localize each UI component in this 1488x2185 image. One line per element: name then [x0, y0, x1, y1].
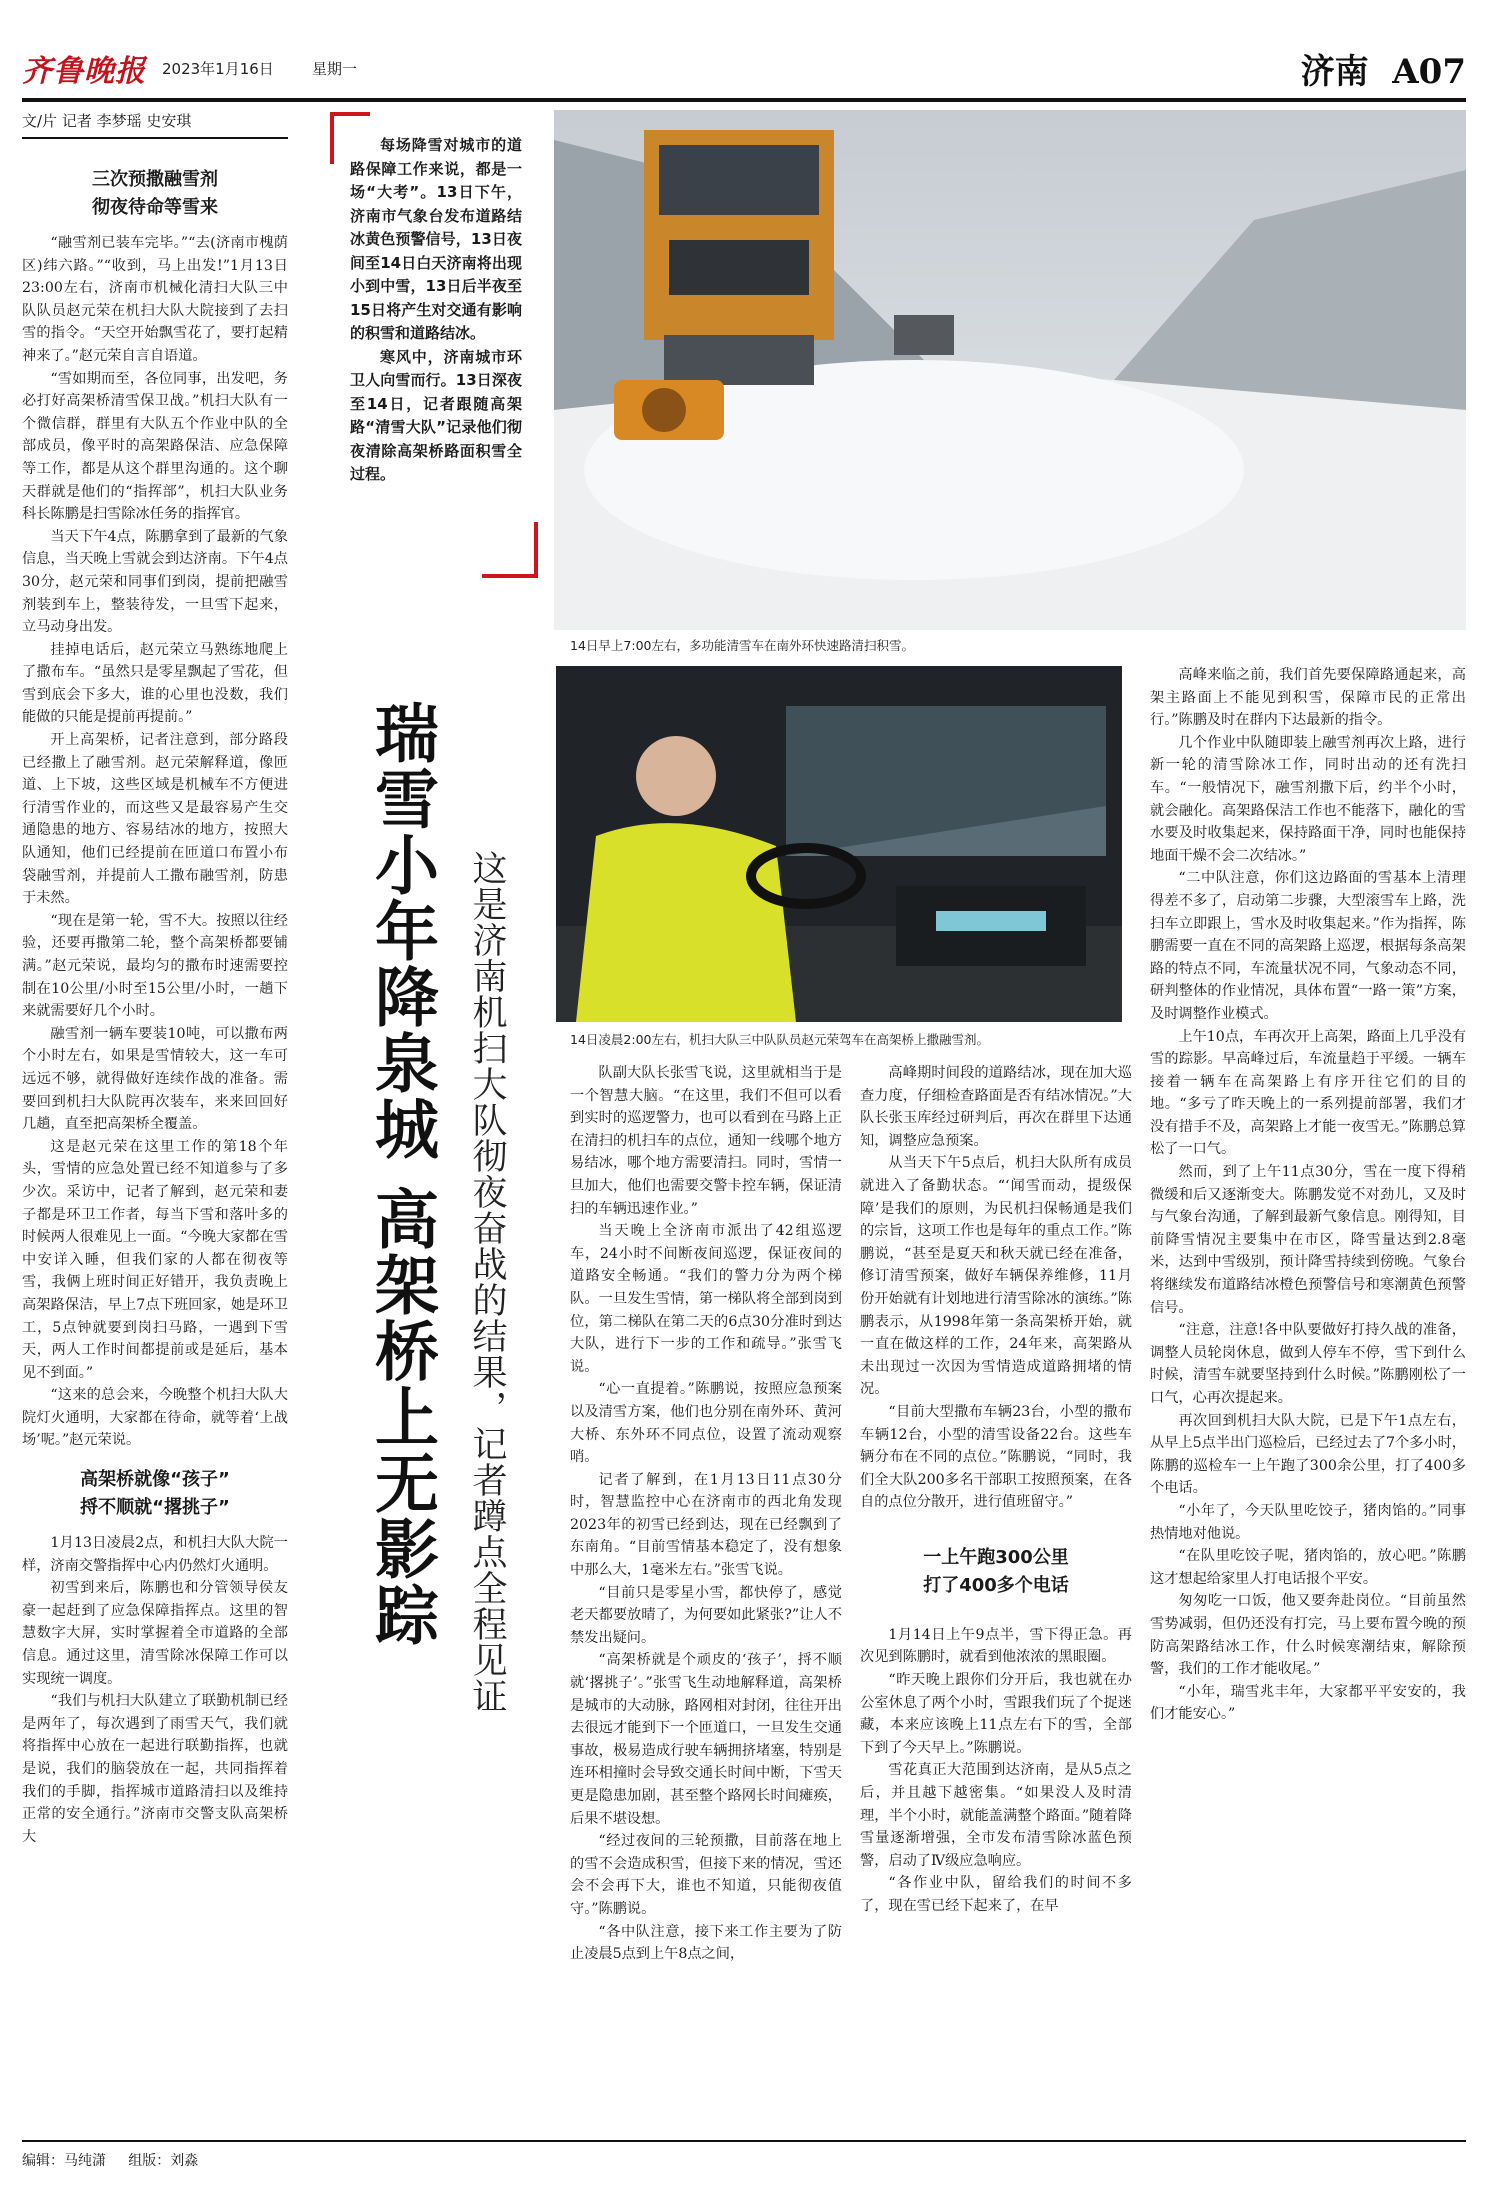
paragraph: 队副大队长张雪飞说，这里就相当于是一个智慧大脑。“在这里，我们不但可以看到实时的巡逻警力，也可以看到在马路上正在清扫的机扫车的点位，通知一线哪个地方易结冰，哪个地方需要清扫。同时，雪情一旦加大，他们也需要交警卡控车辆，保证清扫的车辆迅速作业。” — [570, 1065, 842, 1217]
paragraph: 当天下午4点，陈鹏拿到了最新的气象信息，当天晚上雪就会到达济南。下午4点30分，赵元荣和同事们到岗，提前把融雪剂装到车上，整装待发，一旦雪下起来，立马动身出发。 — [22, 528, 288, 636]
paragraph: “小年了，今天队里吃饺子，猪肉馅的。”同事热情地对他说。 — [1150, 1502, 1466, 1542]
paragraph: 挂掉电话后，赵元荣立马熟练地爬上了撒布车。“虽然只是零星飘起了雪花，但雪到底会下多大，谁的心里也没数，我们能做的只能是提前再提前。” — [22, 641, 288, 726]
subhead-1: 三次预撒融雪剂 彻夜待命等雪来 — [92, 169, 218, 218]
section-name: 济南 — [1300, 52, 1369, 92]
col4-part2 — [860, 1624, 1132, 1918]
main-headline: 瑞雪小年降泉城 高架桥上无影踪 — [364, 700, 439, 1649]
issue-date: 2023年1月16日 — [162, 60, 274, 78]
layout-credit: 组版：刘淼 — [128, 2153, 199, 2169]
paragraph: 上午10点，车再次开上高架，路面上几乎没有雪的踪影。早高峰过后，车流量趋于平缓。一辆车接着一辆车在高架路上有序开往它们的目的地。“多亏了昨天晚上的一系列提前部署，我们才没有措手不及，高架路上才能一夜雪无。”陈鹏总算松了一口气。 — [1150, 1028, 1466, 1158]
paragraph: 几个作业中队随即装上融雪剂再次上路，进行新一轮的清雪除冰工作，同时出动的还有洗扫车。“一般情况下，融雪剂撒下后，约半个小时，就会融化。高架路保洁工作也不能落下，融化的雪水要及时收集起来，保持路面干净，同时也能保持地面干燥不会二次结冰。” — [1150, 734, 1466, 864]
paragraph: “目前大型撒布车辆23台，小型的撒布车辆12台，小型的清雪设备22台。这些车辆分布在不同的点位。”陈鹏说，“同时，我们全大队200多名干部职工按照预案，在各自的点位分散开，进行值班留守。” — [860, 1403, 1132, 1511]
lead-bracket-left — [330, 112, 334, 164]
section-page — [1301, 44, 1466, 93]
paragraph: 高峰期时间段的道路结冰，现在加大巡查力度，仔细检查路面是否有结冰情况。”大队长张玉库经过研判后，再次在群里下达通知，调整应急预案。 — [860, 1065, 1132, 1149]
driver-image — [556, 666, 1122, 1022]
paragraph: 初雪到来后，陈鹏也和分管领导侯友豪一起赶到了应急保障指挥点。这里的智慧数字大屏，实时掌握着全市道路的全部信息。通过这里，清雪除冰保障工作可以实现统一调度。 — [22, 1580, 288, 1687]
paragraph: “各中队注意，接下来工作主要为了防止凌晨5点到上午8点之间， — [570, 1923, 842, 1963]
lead-bracket-right — [534, 522, 538, 578]
lead-paragraph — [350, 134, 522, 487]
paragraph: “经过夜间的三轮预撒，目前落在地上的雪不会造成积雪，但接下来的情况，雪还会不会再下大，谁也不知道，只能彻夜值守。”陈鹏说。 — [570, 1833, 842, 1917]
column-3 — [570, 1062, 842, 2132]
paragraph: 每场降雪对城市的道路保障工作来说，都是一场“大考”。13日下午，济南市气象台发布道路结冰黄色预警信号，13日夜间至14日白天济南将出现小到中雪，13日后半夜至15日将产生对交通有影响的积雪和道路结冰。 — [350, 136, 522, 342]
paragraph: “目前只是零星小雪，都快停了，感觉老天都要放晴了，为何要如此紧张?”让人不禁发出疑问。 — [570, 1584, 842, 1646]
paragraph: “注意，注意!各中队要做好打持久战的准备，调整人员轮岗休息，做到人停车不停，雪下到什么时候，清雪车就要坚持到什么时候。”陈鹏刚松了一口气，心再次提起来。 — [1150, 1322, 1466, 1406]
paragraph: 然而，到了上午11点30分，雪在一度下得稍微缓和后又逐渐变大。陈鹏发觉不对劲儿，又及时与气象台沟通，了解到最新气象信息。刚得知，目前降雪情况主要集中在市区，降雪量达到2.8毫米，达到中雪级别，预计降雪持续到傍晚。气象台将继续发布道路结冰橙色预警信号和寒潮黄色预警信号。 — [1150, 1164, 1466, 1316]
paragraph: 从当天下午5点后，机扫大队所有成员就进入了备勤状态。“‘闻雪而动，提级保障’是我们的原则，为民机扫保畅通是我们的宗旨，这项工作也是每年的重点工作。”陈鹏说，“甚至是夏天和秋天就已经在准备，修订清雪预案，做好车辆保养维修，11月份开始就有计划地进行清雪除冰的演练。”陈鹏表示，从1998年第一条高架桥开始，就一直在做这样的工作，24年来，高架路从未出现过一次因为雪情造成道路拥堵的情况。 — [860, 1155, 1132, 1398]
photo2-caption: 14日凌晨2:00左右，机扫大队三中队队员赵元荣驾车在高架桥上撒融雪剂。 — [570, 1032, 989, 1047]
paragraph: “高架桥就是个顽皮的‘孩子’，捋不顺就‘撂挑子’。”张雪飞生动地解释道，高架桥是城市的大动脉，路网相对封闭，往往开出去很远才能到下一个匝道口，一旦发生交通事故，极易造成行驶车辆拥挤堵塞，特别是连环相撞时会导致交通长时间中断，下雪天更是隐患加剧，甚至整个路网长时间瘫痪，后果不堪设想。 — [570, 1652, 842, 1827]
paragraph: 高峰来临之前，我们首先要保障路通起来，高架主路面上不能见到积雪，保障市民的正常出行。”陈鹏及时在群内下达最新的指令。 — [1150, 667, 1466, 729]
paragraph: 记者了解到，在1月13日11点30分时，智慧监控中心在济南市的西北角发现2023年的初雪已经到达，现在已经飘到了东南角。“目前雪情基本稳定了，没有想象中那么大，1毫米左右。”张雪飞说。 — [570, 1471, 842, 1579]
lead-bracket-top — [330, 112, 370, 116]
paragraph: “二中队注意，你们这边路面的雪基本上清理得差不多了，启动第二步骤，大型滚雪车上路，洗扫车立即跟上，雪水及时收集起来。”作为指挥，陈鹏需要一直在不同的高架路上巡逻，根据每条高架路的特点不同，车流量状况不同，气象动态不同，研判整体的作业情况，具体布置“一路一策”方案，及时调整作业模式。 — [1150, 870, 1466, 1022]
masthead — [22, 44, 1466, 102]
column-4 — [860, 1062, 1132, 2132]
paragraph: 当天晚上全济南市派出了42组巡逻车，24小时不间断夜间巡逻，保证夜间的道路安全畅通。“我们的警力分为两个梯队。一旦发生雪情，第一梯队将全部到岗到位，第二梯队在第二天的6点30分准时到达大队，进行下一步的工作和疏导。”张雪飞说。 — [570, 1223, 842, 1375]
col1-part1 — [22, 232, 288, 1452]
paragraph: “各作业中队，留给我们的时间不多了，现在雪已经下起来了，在早 — [860, 1875, 1132, 1914]
paragraph: “在队里吃饺子呢，猪肉馅的，放心吧。”陈鹏这才想起给家里人打电话报个平安。 — [1150, 1548, 1466, 1587]
paragraph: 开上高架桥，记者注意到，部分路段已经撒上了融雪剂。赵元荣解释道，像匝道、上下坡，这些区域是机械车不方便进行清雪作业的，而这些又是最容易产生交通隐患的地方、容易结冰的地方，按照大队通知，他们已经提前在匝道口布置小布袋融雪剂，并提前人工撒布融雪剂，防患于未然。 — [22, 732, 288, 907]
photo-driver — [556, 666, 1122, 1022]
page-number: A07 — [1392, 52, 1466, 92]
newspaper-logo: 齐鲁晚报 — [22, 54, 146, 89]
paragraph: “融雪剂已装车完毕。”“去(济南市槐荫区)纬六路。”“收到，马上出发!”1月13日23:00左右，济南市机械化清扫大队三中队队员赵元荣在机扫大队大院接到了去扫雪的指令。“天空开始飘雪花了，要打起精神来了。”赵元荣自言自语道。 — [22, 235, 288, 364]
paragraph: 寒风中，济南城市环卫人向雪而行。13日深夜至14日，记者跟随高架路“清雪大队”记录他们彻夜清除高架桥路面积雪全过程。 — [350, 347, 522, 483]
sub-headline: 这是济南机扫大队彻夜奋战的结果，记者蹲点全程见证 — [467, 850, 507, 1714]
column-5 — [1150, 664, 1466, 2132]
paragraph: 雪花真正大范围到达济南，是从5点之后，并且越下越密集。“如果没人及时清理，半个小时，就能盖满整个路面。”随着降雪量逐渐增强，全市发布清雪除冰蓝色预警，启动了Ⅳ级应急响应。 — [860, 1762, 1132, 1869]
paragraph: “雪如期而至，各位同事，出发吧，务必打好高架桥清雪保卫战。”机扫大队有一个微信群，群里有大队五个作业中队的全部成员，像平时的高架路保洁、应急保障等工作，都是从这个群里沟通的。这个聊天群就是他们的“指挥部”，机扫大队业务科长陈鹏是扫雪除冰任务的指挥官。 — [22, 370, 288, 523]
col1-part2 — [22, 1532, 288, 1848]
column-1 — [22, 160, 288, 2130]
paragraph: “心一直提着。”陈鹏说，按照应急预案以及清雪方案，他们也分别在南外环、黄河大桥、东外环不同点位，设置了流动观察哨。 — [570, 1381, 842, 1466]
subhead-3: 一上午跑300公里 打了400多个电话 — [923, 1546, 1069, 1596]
lead-bracket-bottom — [482, 574, 538, 578]
issue-weekday: 星期一 — [312, 60, 358, 78]
col4-part1 — [860, 1062, 1132, 1514]
paragraph: 再次回到机扫大队大院，已是下午1点左右，从早上5点半出门巡检后，已经过去了7个多小时，陈鹏的巡检车一上午跑了300余公里，打了400多个电话。 — [1150, 1412, 1466, 1497]
paragraph: “这来的总会来，今晚整个机扫大队大院灯火通明，大家都在待命，就等着‘上战场’呢。”赵元荣说。 — [22, 1387, 288, 1449]
byline: 文/片 记者 李梦瑶 史安琪 — [22, 110, 288, 139]
paragraph: 1月13日凌晨2点，和机扫大队大院一样，济南交警指挥中心内仍然灯火通明。 — [22, 1535, 288, 1574]
subhead-2: 高架桥就像“孩子” 捋不顺就“撂挑子” — [80, 1469, 230, 1519]
footer — [22, 2140, 1466, 2170]
photo-snowplow — [554, 110, 1466, 630]
paragraph: 1月14日上午9点半，雪下得正急。再次见到陈鹏时，就看到他浓浓的黑眼圈。 — [860, 1626, 1132, 1666]
paragraph: “我们与机扫大队建立了联勤机制已经是两年了，每次遇到了雨雪天气，我们就将指挥中心放在一起进行联勤指挥，也就是说，我们的脑袋放在一起，共同指挥着我们的手脚，指挥城市道路清扫以及维持正常的安全通行。”济南市交警支队高架桥大 — [22, 1693, 288, 1845]
photo1-caption: 14日早上7:00左右，多功能清雪车在南外环快速路清扫积雪。 — [570, 638, 914, 653]
paragraph: 这是赵元荣在这里工作的第18个年头，雪情的应急处置已经不知道参与了多少次。采访中，记者了解到，赵元荣和妻子都是环卫工作者，每当下雪和落叶多的时候两人很难见上一面。“今晚大家都在雪中安详入睡，但我们家的人都在彻夜等雪，我俩上班时间正好错开，我负责晚上高架路保洁，早上7点下班回家，她是环卫工，5点钟就要到岗扫马路，一遇到下雪天，两人工作时间都提前或是延后，基本见不到面。” — [22, 1138, 288, 1381]
editor-credit: 编辑：马纯潇 — [22, 2153, 106, 2169]
paragraph: 融雪剂一辆车要装10吨，可以撒布两个小时左右，如果是雪情较大，这一车可远远不够，就得做好连续作战的准备。需要回到机扫大队院再次装车，来来回回好几趟，直至把高架桥全覆盖。 — [22, 1025, 288, 1133]
paragraph: “现在是第一轮，雪不大。按照以往经验，还要再撒第二轮，整个高架桥都要铺满。”赵元荣说，最均匀的撒布时速需要控制在10公里/小时至15公里/小时，一趟下来就需要好几个小时。 — [22, 912, 288, 1020]
paragraph: “昨天晚上跟你们分开后，我也就在办公室休息了两个小时，雪跟我们玩了个捉迷藏，本来应该晚上11点左右下的雪，全部下到了今天早上。”陈鹏说。 — [860, 1672, 1132, 1756]
paragraph: 匆匆吃一口饭，他又要奔赴岗位。“目前虽然雪势减弱，但仍还没有打完，马上要布置今晚的预防高架路结冰工作，什么时候寒潮结束，解除预警，我们的工作才能收尾。” — [1150, 1593, 1466, 1678]
snowplow-image — [554, 110, 1466, 630]
paragraph: “小年，瑞雪兆丰年，大家都平平安安的，我们才能安心。” — [1150, 1683, 1466, 1723]
